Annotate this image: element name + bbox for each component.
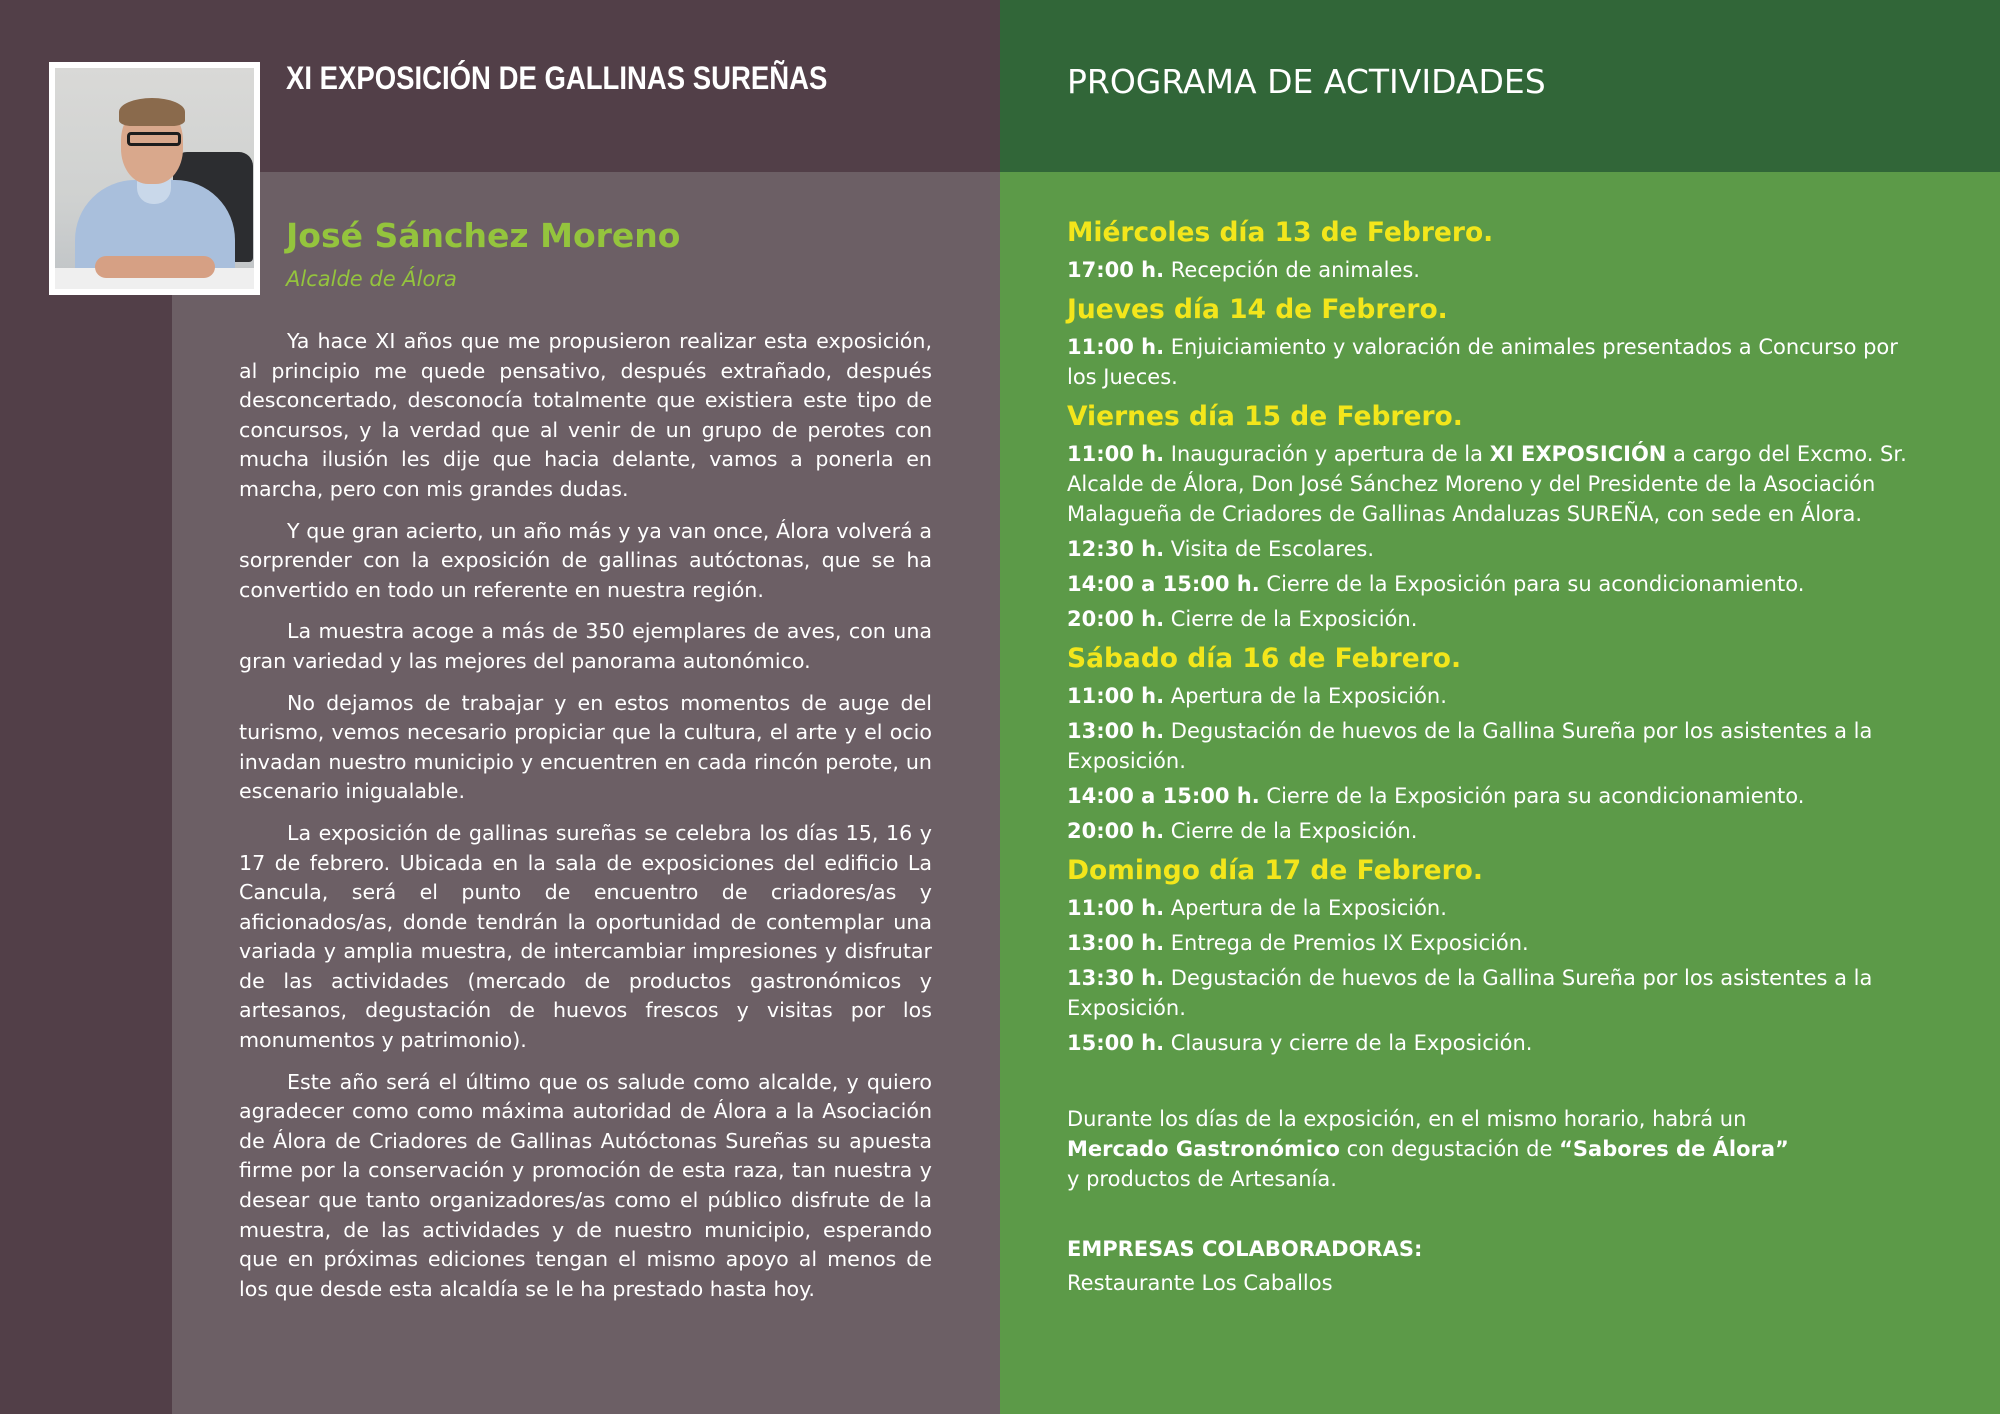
market-line: Durante los días de la exposición, en el mismo horario, habrá un [1067,1107,1747,1131]
program-item [1067,439,1917,529]
item-time: 13:30 h. [1067,966,1165,990]
item-time: 20:00 h. [1067,607,1165,631]
mayor-role: Alcalde de Álora [286,267,457,291]
day-heading: Sábado día 16 de Febrero. [1067,643,1462,674]
market-note [1067,1104,1917,1194]
market-line: con degustación de [1339,1137,1560,1161]
program-item [1067,569,1917,599]
market-bold: “Sabores de Álora” [1559,1137,1789,1161]
day-heading: Jueves día 14 de Febrero. [1067,294,1448,325]
item-text: Apertura de la Exposición. [1164,684,1447,708]
mayor-photo [49,62,260,295]
program-item [1067,781,1917,811]
letter-paragraph: Y que gran acierto, un año más y ya van once, Álora volverá a sorprender con la exposición de gallinas autóctonas, que se ha convertido en todo un referente en nuestra región. [239,518,932,602]
day-heading: Miércoles día 13 de Febrero. [1067,217,1494,248]
program-item [1067,255,1917,285]
program-item [1067,681,1917,711]
day-sunday [1067,854,1917,1058]
item-text: Cierre de la Exposición para su acondicionamiento. [1259,572,1805,596]
day-thursday [1067,293,1917,392]
mayor-letter [239,327,932,1316]
program-item [1067,604,1917,634]
letter-paragraph: La muestra acoge a más de 350 ejemplares de aves, con una gran variedad y las mejores del panorama autonómico. [239,619,932,673]
program-title: PROGRAMA DE ACTIVIDADES [1067,62,1546,101]
sponsors [1067,1234,1917,1298]
item-text: Cierre de la Exposición para su acondicionamiento. [1259,784,1805,808]
program-item [1067,816,1917,846]
program-item [1067,1028,1917,1058]
item-text: Clausura y cierre de la Exposición. [1164,1031,1533,1055]
item-time: 11:00 h. [1067,684,1165,708]
program-item [1067,893,1917,923]
day-heading: Domingo día 17 de Febrero. [1067,855,1483,886]
item-text: Apertura de la Exposición. [1164,896,1447,920]
item-time: 20:00 h. [1067,819,1165,843]
letter-paragraph: Este año será el último que os salude como alcalde, y quiero agradecer como como máxima autoridad de Álora a la Asociación de Álora de Criadores de Gallinas Autóctonas Sureñas su apuesta firme por la conservación y promoción de esta raza, tan nuestra y desear que tanto organizadores/as como el público disfrute de la muestra, de las actividades y de nuestro municipio, esperando que en próximas ediciones tengan el mismo apoyo al menos de los que desde esta alcaldía se le ha prestado hasta hoy. [239,1069,932,1301]
item-text: Visita de Escolares. [1164,537,1375,561]
market-bold: Mercado Gastronómico [1067,1137,1340,1161]
market-line: y productos de Artesanía. [1067,1167,1337,1191]
mayor-portrait-image [55,68,254,289]
day-heading: Viernes día 15 de Febrero. [1067,401,1463,432]
program-item [1067,928,1917,958]
program-item [1067,963,1917,1023]
item-text: a cargo del Excmo. Sr. Alcalde de Álora, Don José Sánchez Moreno y del Presidente de la Asociación Malagueña de Criadores de Gallinas Andaluzas SUREÑA, con sede en Álora. [1067,442,1907,526]
program-list [1067,216,1917,1298]
item-time: 12:30 h. [1067,537,1165,561]
item-text-bold: XI EXPOSICIÓN [1489,442,1667,466]
letter-paragraph: Ya hace XI años que me propusieron realizar esta exposición, al principio me quede pensativo, después extrañado, después desconcertado, desconocía totalmente que existiera este tipo de concursos, y la verdad que al venir de un grupo de perotes con mucha ilusión les dije que hacia delante, vamos a ponerla en marcha, pero con mis grandes dudas. [239,329,932,501]
letter-paragraph: La exposición de gallinas sureñas se celebra los días 15, 16 y 17 de febrero. Ubicada en la sala de exposiciones del edificio La Cancula, será el punto de encuentro de criadores/as y aficionados/as, donde tendrán la oportunidad de contemplar una variada y amplia muestra, de intercambiar impresiones y disfrutar de las actividades (mercado de productos gastronómicos y artesanos, degustación de huevos frescos y visitas por los monumentos y patrimonio). [239,820,932,1053]
item-time: 11:00 h. [1067,442,1165,466]
letter-paragraph: No dejamos de trabajar y en estos momentos de auge del turismo, vemos necesario propiciar que la cultura, el arte y el ocio invadan nuestro municipio y encuentren en cada rincón perote, un escenario inigualable. [239,690,932,804]
program-item [1067,332,1917,392]
program-item [1067,716,1917,776]
item-text: Degustación de huevos de la Gallina Sureña por los asistentes a la Exposición. [1067,719,1873,773]
item-time: 15:00 h. [1067,1031,1165,1055]
item-time: 14:00 a 15:00 h. [1067,572,1260,596]
item-text: Entrega de Premios IX Exposición. [1164,931,1529,955]
item-text: Recepción de animales. [1164,258,1420,282]
item-text: Degustación de huevos de la Gallina Sureña por los asistentes a la Exposición. [1067,966,1873,1020]
item-time: 13:00 h. [1067,931,1165,955]
left-side-strip [0,172,172,1414]
item-time: 14:00 a 15:00 h. [1067,784,1260,808]
item-time: 17:00 h. [1067,258,1165,282]
item-time: 11:00 h. [1067,896,1165,920]
item-time: 11:00 h. [1067,335,1165,359]
item-text: Cierre de la Exposición. [1164,607,1418,631]
exhibition-title: XI EXPOSICIÓN DE GALLINAS SUREÑAS [286,60,828,96]
program-item [1067,534,1917,564]
day-wednesday [1067,216,1917,285]
day-saturday [1067,642,1917,846]
item-text: Enjuiciamiento y valoración de animales presentados a Concurso por los Jueces. [1067,335,1898,389]
mayor-name: José Sánchez Moreno [286,216,681,255]
item-text: Inauguración y apertura de la [1164,442,1490,466]
item-time: 13:00 h. [1067,719,1165,743]
sponsors-title: EMPRESAS COLABORADORAS: [1067,1237,1423,1261]
day-friday [1067,400,1917,634]
item-text: Cierre de la Exposición. [1164,819,1418,843]
sponsor-item: Restaurante Los Caballos [1067,1271,1333,1295]
